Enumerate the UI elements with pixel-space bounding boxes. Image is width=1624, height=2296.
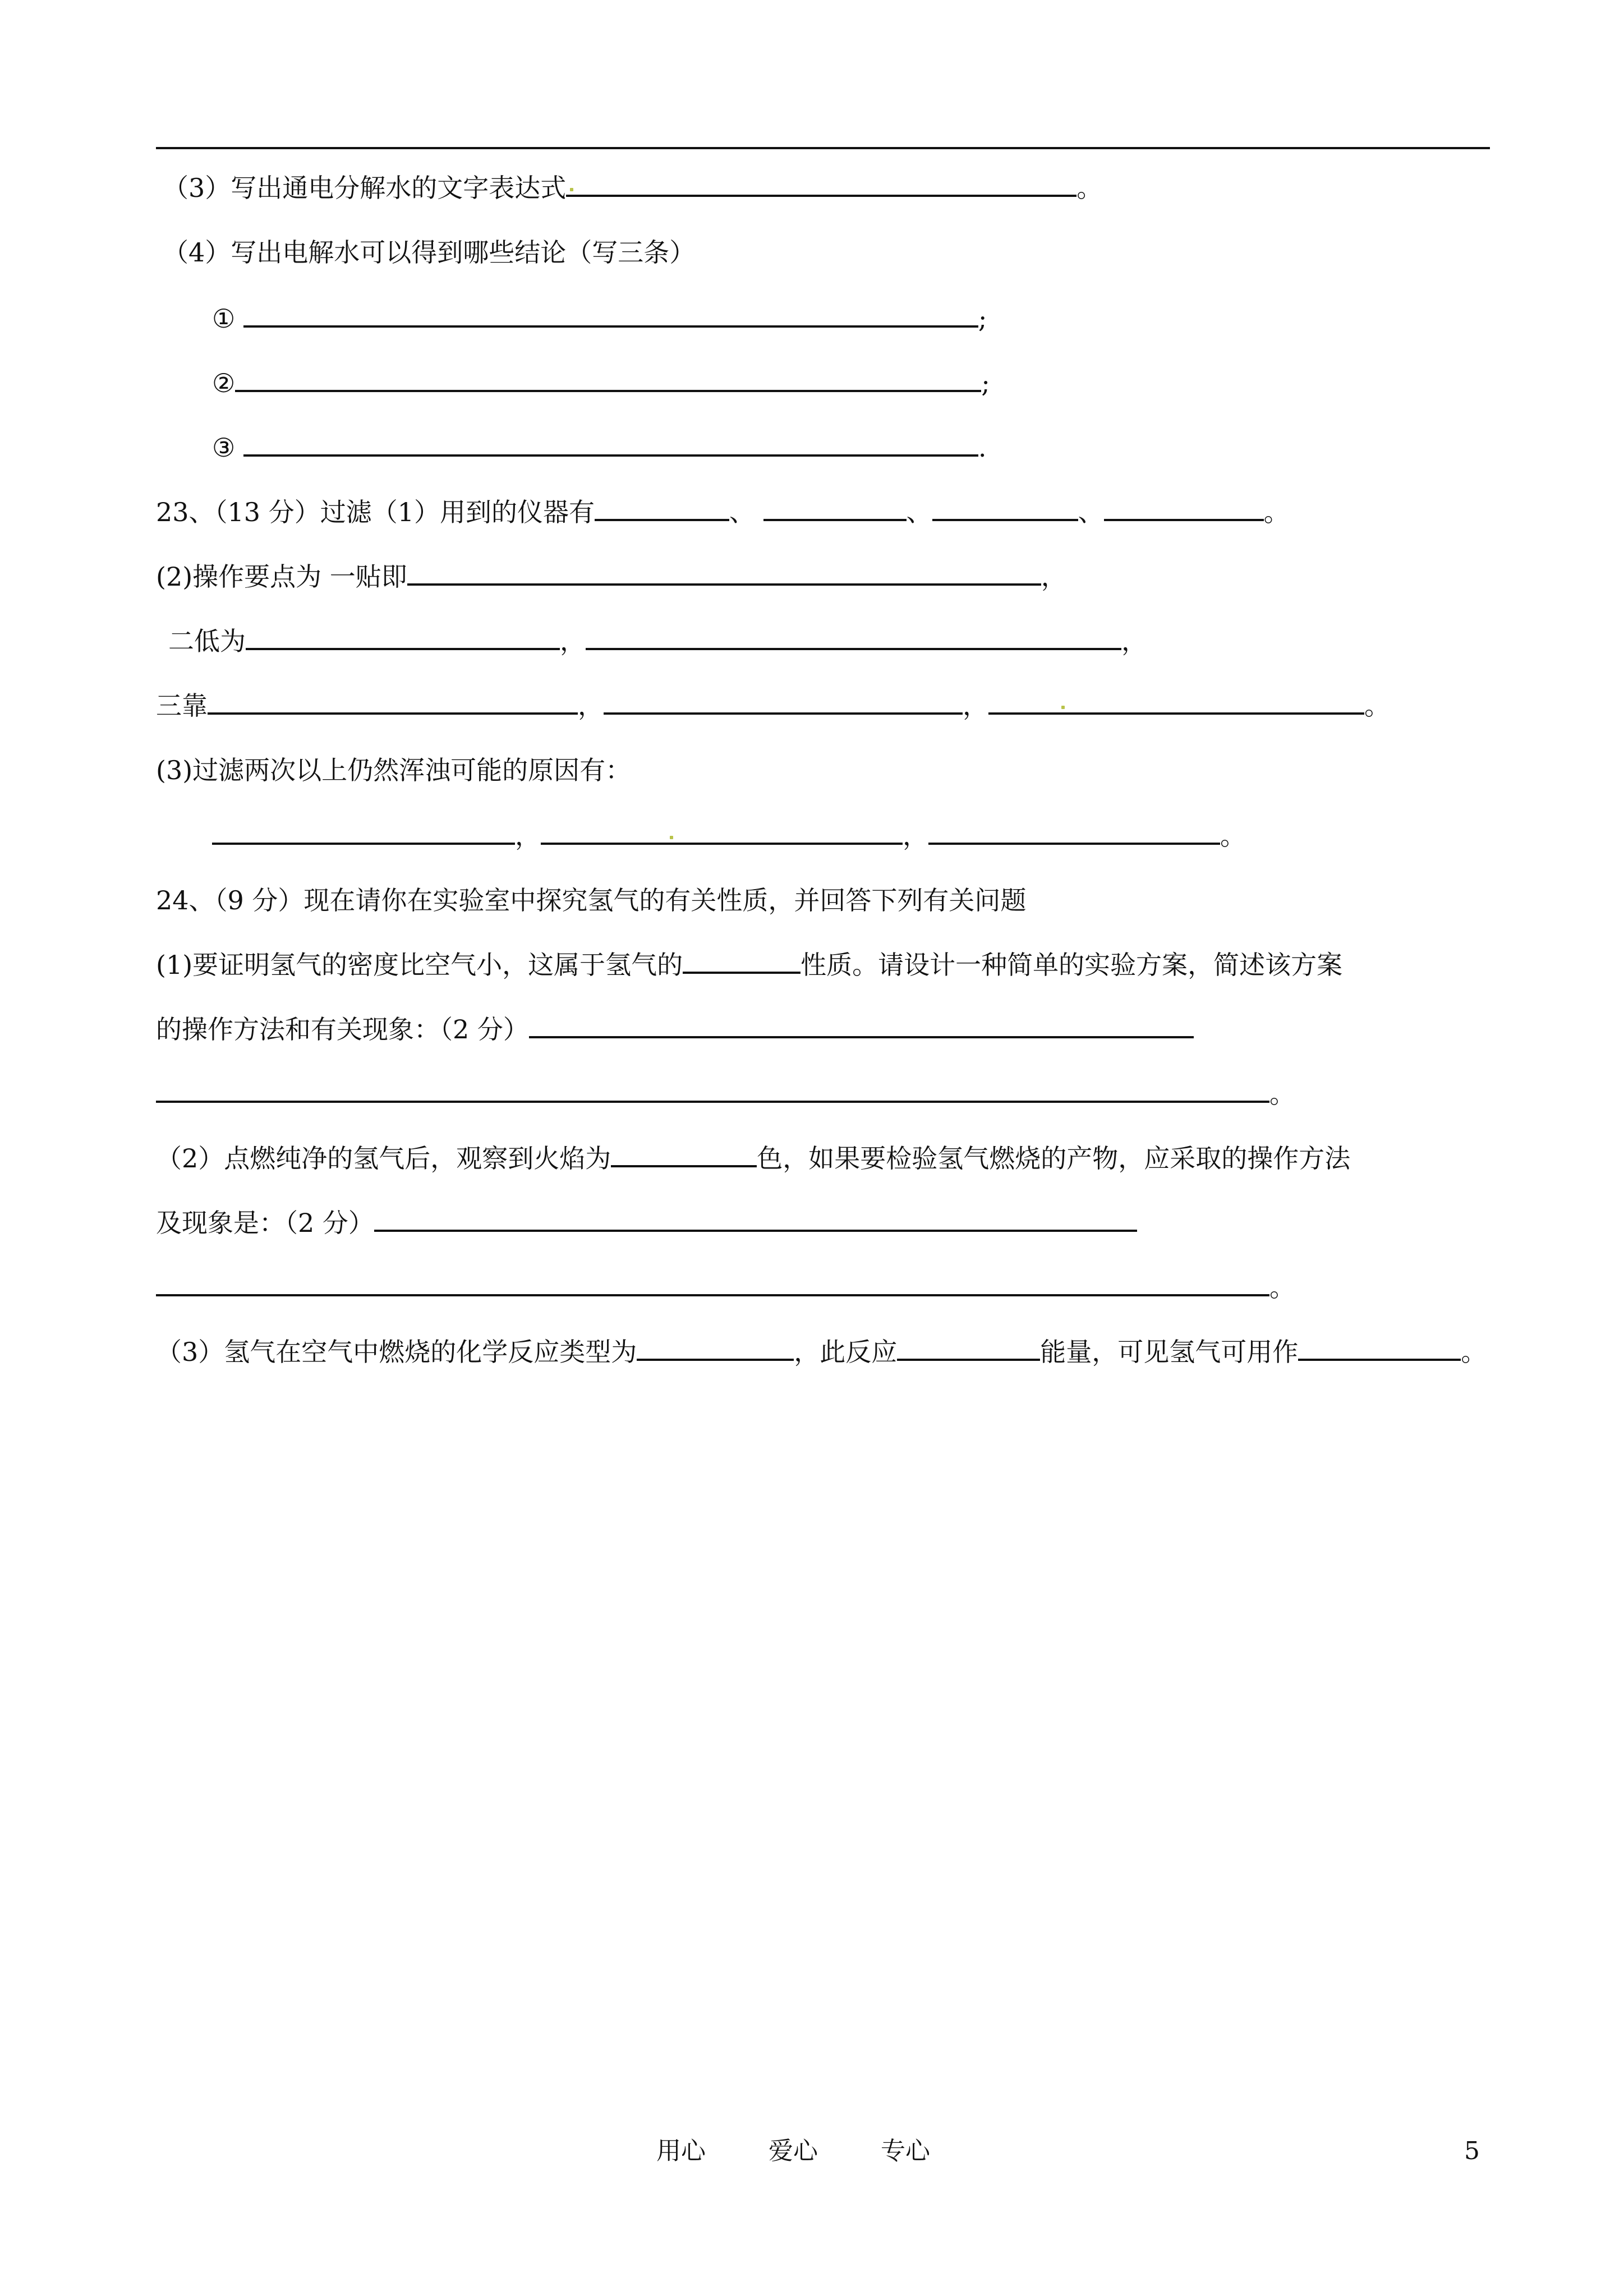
q23-two-low-comma-1: ， xyxy=(560,626,586,656)
q22-part3-end: 。 xyxy=(1076,173,1103,203)
q23-two-low-line xyxy=(168,622,1147,661)
q23-three-lean-comma-1: ， xyxy=(578,691,604,721)
q23-two-low-label: 二低为 xyxy=(168,626,246,656)
footer-motto-3: 专心 xyxy=(881,2137,930,2165)
q23-instrument-blank-1 xyxy=(595,493,729,521)
q24-part1-line-1 xyxy=(156,945,1342,984)
q24-part3-line xyxy=(156,1332,1487,1372)
q23-part2-comma: ， xyxy=(1041,562,1067,592)
q23-sep-1: 、 xyxy=(729,497,755,527)
q23-reason-comma-1: ， xyxy=(515,821,541,851)
q24-part1-line-2 xyxy=(156,1010,1194,1049)
q22-conclusion-1-line xyxy=(212,299,987,338)
q22-conclusion-1-blank xyxy=(243,300,978,328)
q23-part2-text: (2)操作要点为 一贴即 xyxy=(156,562,407,592)
q24-method-blank-2 xyxy=(156,1075,1269,1103)
q23-three-lean-end: 。 xyxy=(1364,691,1390,721)
q24-part1-end: 。 xyxy=(1269,1079,1295,1109)
q22-part4-line xyxy=(163,233,695,272)
q24-product-test-blank-1 xyxy=(374,1204,1137,1232)
q24-part2-text-b: 色，如果要检验氢气燃烧的产物，应采取的操作方法 xyxy=(757,1143,1351,1174)
q23-three-lean-blank-2 xyxy=(604,687,963,715)
q24-part2-text-c: 及现象是：（2 分） xyxy=(156,1208,374,1238)
footer-motto-2: 爱心 xyxy=(769,2137,818,2165)
q24-part2-end: 。 xyxy=(1269,1272,1295,1303)
q24-part2-line-1 xyxy=(156,1139,1350,1178)
q24-part1-text-c: 的操作方法和有关现象：（2 分） xyxy=(156,1014,529,1045)
q23-three-lean-line xyxy=(156,686,1390,725)
yellow-mark xyxy=(1061,706,1065,709)
q23-reason-blank-3 xyxy=(928,817,1220,845)
q23-instrument-blank-4 xyxy=(1104,493,1264,521)
q24-reaction-type-blank xyxy=(637,1333,794,1361)
yellow-mark xyxy=(570,188,573,191)
q23-two-low-blank-1 xyxy=(246,622,560,650)
q23-instrument-blank-3 xyxy=(932,493,1078,521)
q23-sep-3: 、 xyxy=(1078,497,1104,527)
q24-property-blank xyxy=(683,946,801,974)
q23-reason-end: 。 xyxy=(1220,821,1246,851)
q24-part1-text-a: (1)要证明氢气的密度比空气小，这属于氢气的 xyxy=(156,950,683,980)
q24-part2-line-3 xyxy=(156,1268,1295,1307)
q22-conclusion-1-marker: ① xyxy=(212,303,236,334)
q24-flame-color-blank xyxy=(611,1139,757,1167)
q22-part3-blank xyxy=(566,169,1076,197)
q23-part3-blanks-line xyxy=(212,816,1246,855)
q22-conclusion-3-end: . xyxy=(978,432,987,463)
q24-part3-text-b: ，此反应 xyxy=(794,1337,898,1367)
q24-use-blank xyxy=(1298,1333,1461,1361)
q22-conclusion-1-end: ; xyxy=(978,303,987,334)
q24-title-line xyxy=(156,881,1026,920)
q23-two-low-comma-2: ， xyxy=(1121,626,1147,656)
q23-part3-line xyxy=(156,751,631,790)
q22-part3-text: （3）写出通电分解水的文字表达式 xyxy=(163,173,567,203)
q23-three-lean-blank-3 xyxy=(988,687,1364,715)
q22-conclusion-2-marker: ② xyxy=(212,368,236,398)
q24-product-test-blank-2 xyxy=(156,1268,1269,1296)
q24-part3-text-a: （3）氢气在空气中燃烧的化学反应类型为 xyxy=(156,1337,637,1367)
q24-energy-blank xyxy=(897,1333,1040,1361)
q22-conclusion-2-line xyxy=(212,364,990,403)
q24-method-blank-1 xyxy=(529,1010,1194,1038)
q22-conclusion-3-line xyxy=(212,428,987,467)
q24-part2-text-a: （2）点燃纯净的氢气后，观察到火焰为 xyxy=(156,1143,611,1174)
q24-part1-line-3 xyxy=(156,1074,1295,1114)
q22-part3-line xyxy=(163,168,1102,208)
q23-title-end: 。 xyxy=(1263,497,1290,527)
q24-part1-text-b: 性质。请设计一种简单的实验方案，简述该方案 xyxy=(801,950,1343,980)
q22-part4-text: （4）写出电解水可以得到哪些结论（写三条） xyxy=(163,237,696,268)
q23-sep-2: 、 xyxy=(906,497,932,527)
q22-conclusion-3-blank xyxy=(243,429,978,457)
q23-reason-comma-2: ， xyxy=(903,821,928,851)
q23-instrument-blank-2 xyxy=(763,493,907,521)
q23-two-low-blank-2 xyxy=(586,622,1121,650)
footer-motto-1: 用心 xyxy=(656,2137,706,2165)
q24-part3-text-c: 能量，可见氢气可用作 xyxy=(1040,1337,1299,1367)
page-number: 5 xyxy=(1464,2137,1480,2165)
q23-part3-text: (3)过滤两次以上仍然浑浊可能的原因有： xyxy=(156,755,632,785)
q23-part2-line xyxy=(156,557,1067,596)
yellow-mark xyxy=(670,836,673,839)
q23-three-lean-comma-2: ， xyxy=(963,691,988,721)
q24-part3-end: 。 xyxy=(1461,1337,1487,1367)
page-footer xyxy=(0,2132,1624,2171)
header-rule xyxy=(156,147,1490,149)
q23-title-line xyxy=(156,493,1290,532)
q22-conclusion-2-end: ; xyxy=(981,368,990,398)
q24-part2-line-2 xyxy=(156,1203,1137,1243)
q23-title: 23、（13 分）过滤（1）用到的仪器有 xyxy=(156,497,595,527)
q22-conclusion-3-marker: ③ xyxy=(212,432,236,463)
q24-title: 24、（9 分）现在请你在实验室中探究氢气的有关性质，并回答下列有关问题 xyxy=(156,885,1027,915)
q22-conclusion-2-blank xyxy=(235,364,981,392)
q23-one-paste-blank xyxy=(407,558,1041,586)
q23-reason-blank-1 xyxy=(212,817,515,845)
q23-three-lean-label: 三靠 xyxy=(156,691,208,721)
q23-reason-blank-2 xyxy=(541,817,903,845)
q23-three-lean-blank-1 xyxy=(208,687,578,715)
